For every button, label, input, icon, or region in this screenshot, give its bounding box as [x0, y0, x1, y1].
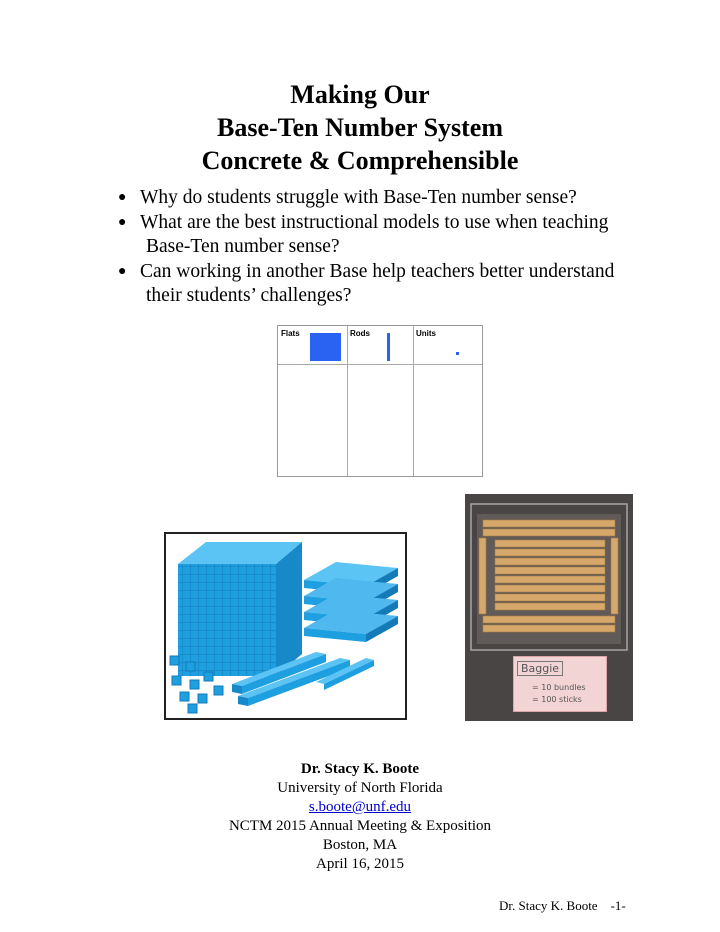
author-name: Dr. Stacy K. Boote: [300, 761, 420, 777]
bullet-icon: ●: [118, 214, 127, 230]
baggie-card-title: Baggie: [517, 661, 563, 676]
question-item: [116, 211, 706, 260]
author-email-link[interactable]: s.boote@unf.edu: [308, 799, 412, 815]
question-item: [116, 186, 706, 211]
flat-block-icon: [310, 333, 341, 361]
event-location: Boston, MA: [322, 837, 398, 853]
place-value-header-row: [278, 326, 482, 365]
baggie-card-line: = 100 sticks: [532, 695, 582, 704]
event-name: NCTM 2015 Annual Meeting & Exposition: [228, 818, 492, 834]
question-list: [116, 186, 706, 309]
document-title: [0, 78, 720, 177]
author-block: [0, 760, 720, 874]
column-label-flats: Flats: [281, 329, 300, 338]
column-label-rods: Rods: [350, 329, 370, 338]
place-value-chart: [277, 325, 483, 477]
column-divider: [347, 326, 348, 476]
baggie-card-line: = 10 bundles: [532, 683, 586, 692]
title-line-1: Making Our: [290, 80, 430, 109]
page-number: -1-: [610, 898, 626, 913]
question-text: What are the best instructional models to use when teaching: [140, 211, 609, 233]
question-text-continued: Base-Ten number sense?: [146, 236, 340, 257]
event-date: April 16, 2015: [316, 856, 404, 872]
bullet-icon: ●: [118, 263, 127, 279]
author-university: University of North Florida: [277, 780, 443, 796]
unit-block-icon: [456, 352, 459, 355]
question-text-continued: their students’ challenges?: [146, 285, 352, 306]
bullet-icon: ●: [118, 190, 127, 205]
question-text: Can working in another Base help teachers better understand: [140, 260, 615, 282]
base-ten-blocks-image: [164, 532, 407, 720]
column-label-units: Units: [416, 329, 436, 338]
rod-block-icon: [387, 333, 390, 361]
title-line-2: Base-Ten Number System: [216, 113, 503, 142]
baggie-label-card: [513, 656, 607, 712]
page-footer: [499, 898, 626, 914]
footer-author: Dr. Stacy K. Boote: [499, 898, 598, 913]
stick-baggie-image: [465, 494, 633, 721]
question-text: Why do students struggle with Base-Ten number sense?: [140, 187, 577, 208]
base-ten-blocks-illustration: [166, 534, 405, 718]
column-divider: [413, 326, 414, 476]
question-item: [116, 260, 706, 309]
title-line-3: Concrete & Comprehensible: [201, 146, 519, 175]
